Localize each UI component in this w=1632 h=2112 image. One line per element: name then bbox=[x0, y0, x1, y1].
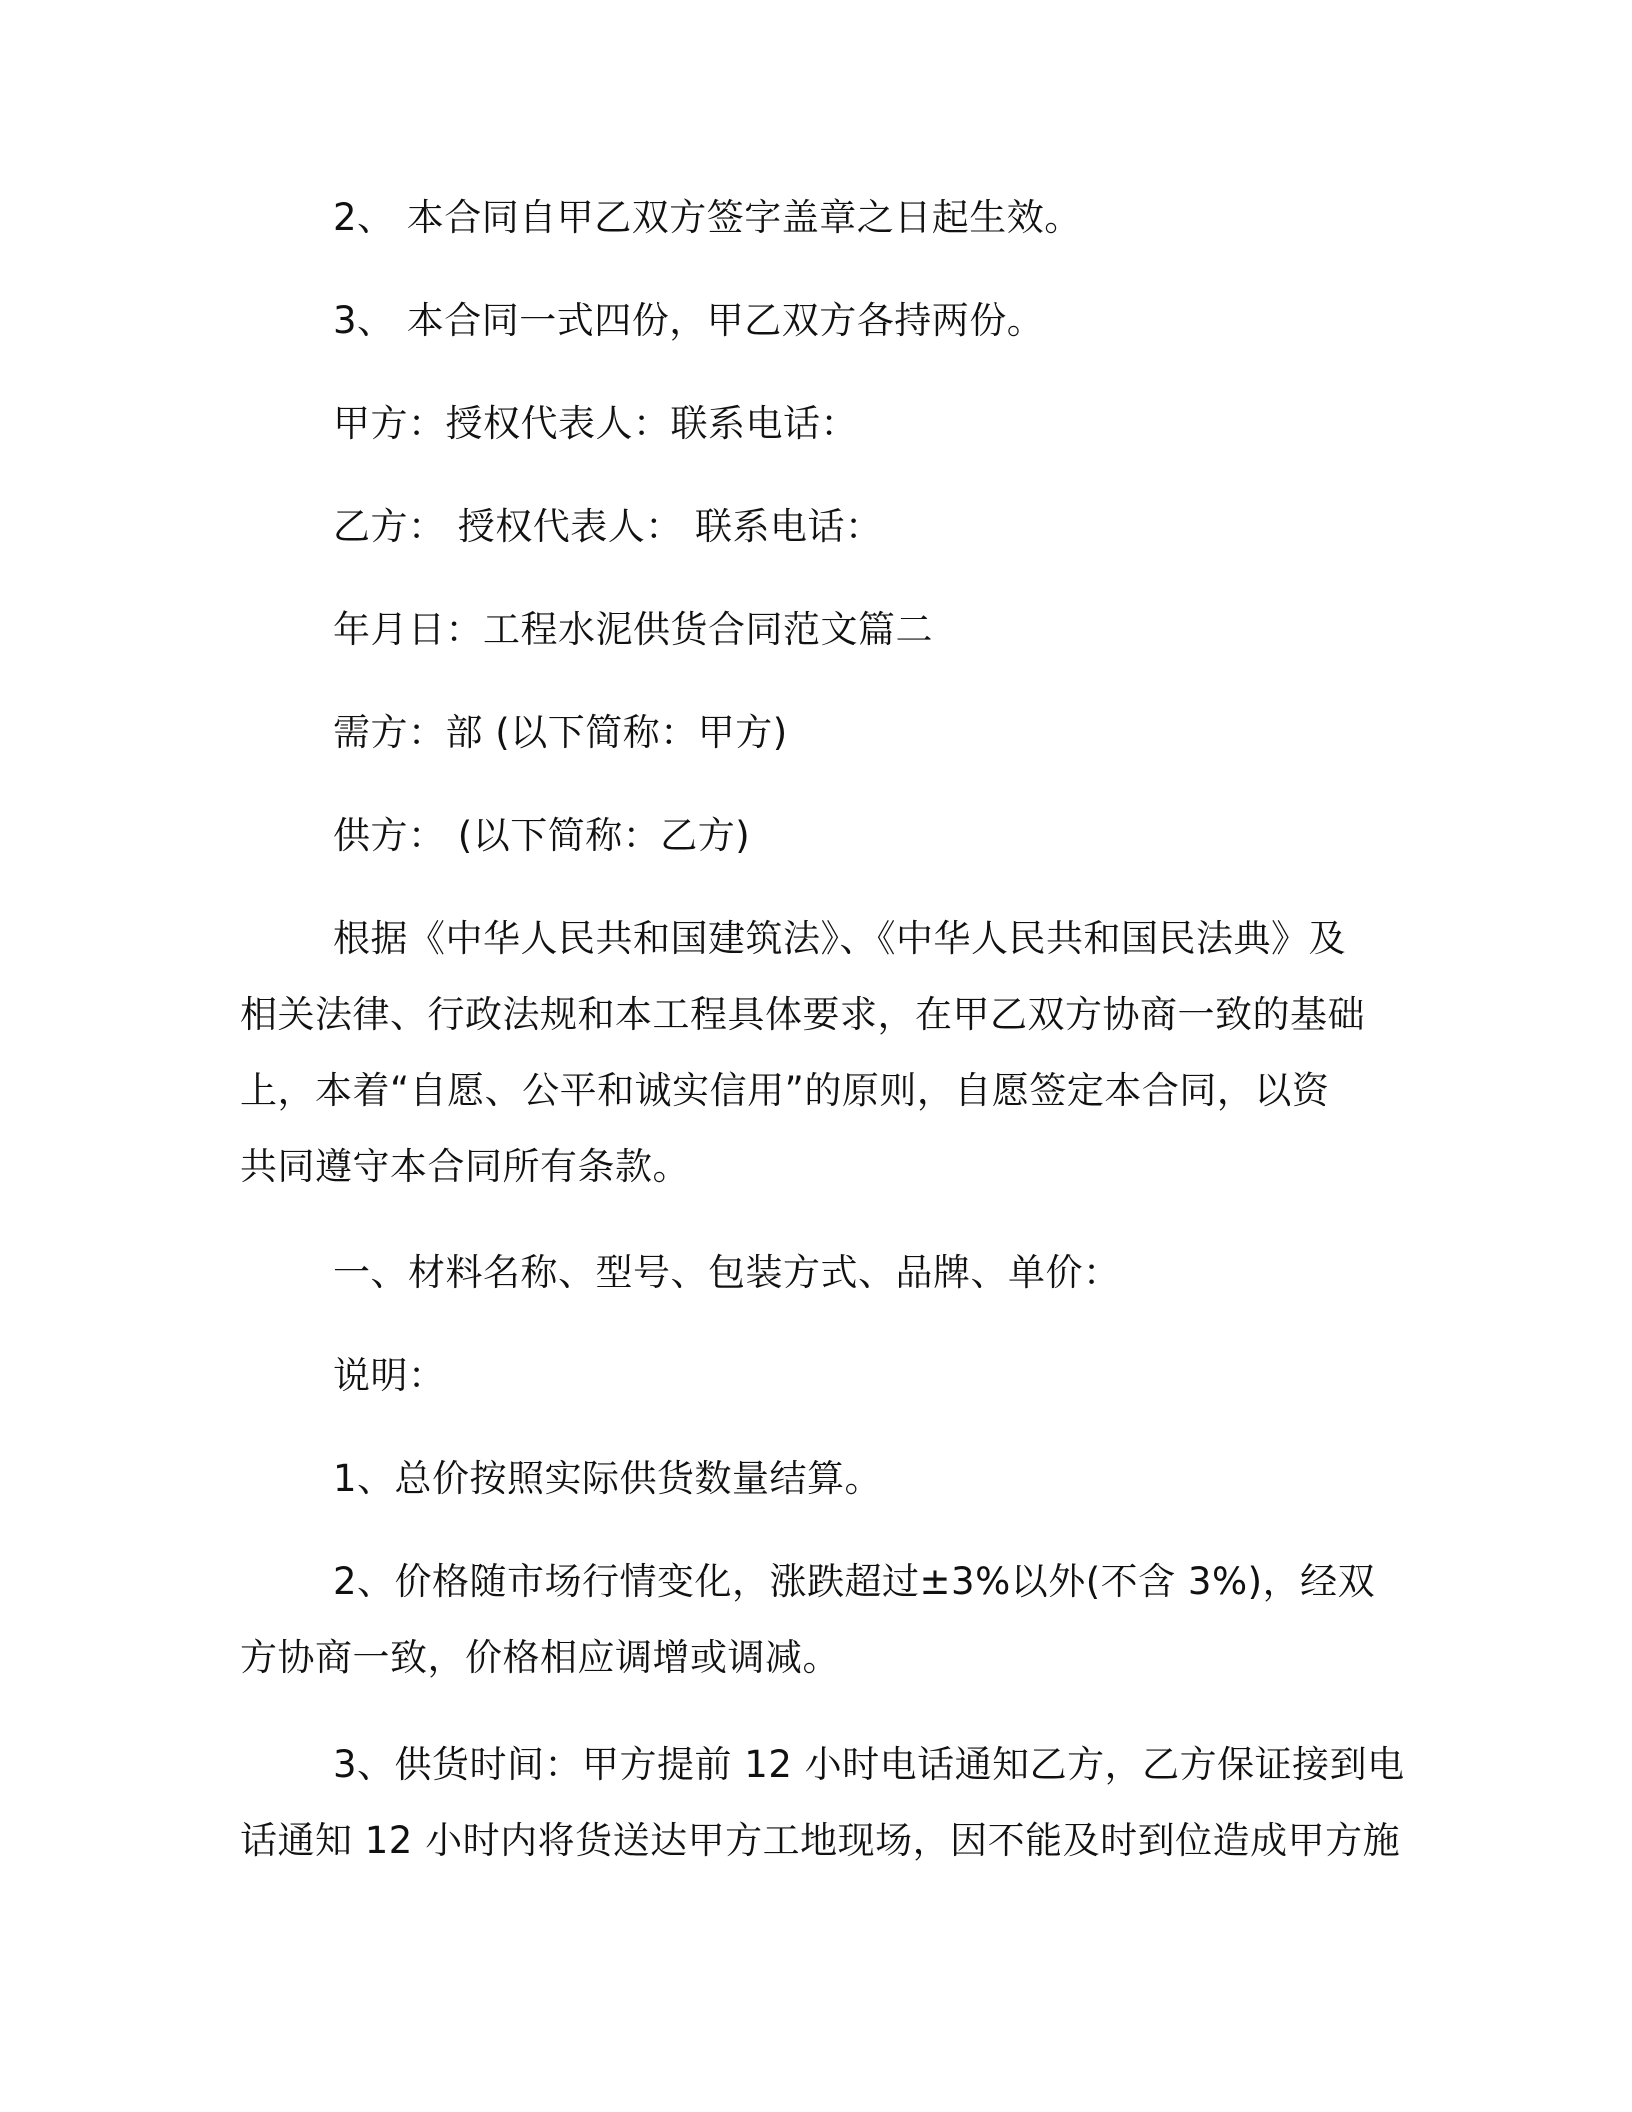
preamble-line-4: 共同遵守本合同所有条款。 bbox=[240, 1145, 690, 1188]
note-2-line-2: 方协商一致，价格相应调增或调减。 bbox=[240, 1636, 840, 1679]
party-b-signature-line: 乙方： 授权代表人： 联系电话： bbox=[333, 505, 883, 548]
clause-effective-date: 2、 本合同自甲乙双方签字盖章之日起生效。 bbox=[333, 196, 1082, 239]
party-a-signature-line: 甲方：授权代表人：联系电话： bbox=[333, 402, 858, 445]
note-3-line-1: 3、供货时间：甲方提前 12 小时电话通知乙方，乙方保证接到电 bbox=[333, 1743, 1405, 1786]
note-1: 1、总价按照实际供货数量结算。 bbox=[333, 1457, 883, 1500]
preamble-line-3: 上，本着“自愿、公平和诚实信用”的原则，自愿签定本合同，以资 bbox=[240, 1069, 1330, 1112]
notes-heading: 说明： bbox=[333, 1354, 446, 1397]
date-and-title-line: 年月日：工程水泥供货合同范文篇二 bbox=[333, 608, 933, 651]
clause-copies: 3、 本合同一式四份，甲乙双方各持两份。 bbox=[333, 299, 1045, 342]
section-one-heading: 一、材料名称、型号、包装方式、品牌、单价： bbox=[333, 1251, 1121, 1294]
note-2-line-1: 2、价格随市场行情变化，涨跌超过±3%以外(不含 3%)，经双 bbox=[333, 1560, 1376, 1603]
buyer-line: 需方：部 (以下简称：甲方) bbox=[333, 711, 788, 754]
preamble-line-1: 根据《中华人民共和国建筑法》、《中华人民共和国民法典》及 bbox=[333, 917, 1346, 960]
supplier-line: 供方： (以下简称：乙方) bbox=[333, 814, 751, 857]
note-3-line-2: 话通知 12 小时内将货送达甲方工地现场，因不能及时到位造成甲方施 bbox=[240, 1819, 1401, 1862]
preamble-line-2: 相关法律、行政法规和本工程具体要求，在甲乙双方协商一致的基础 bbox=[240, 993, 1365, 1036]
